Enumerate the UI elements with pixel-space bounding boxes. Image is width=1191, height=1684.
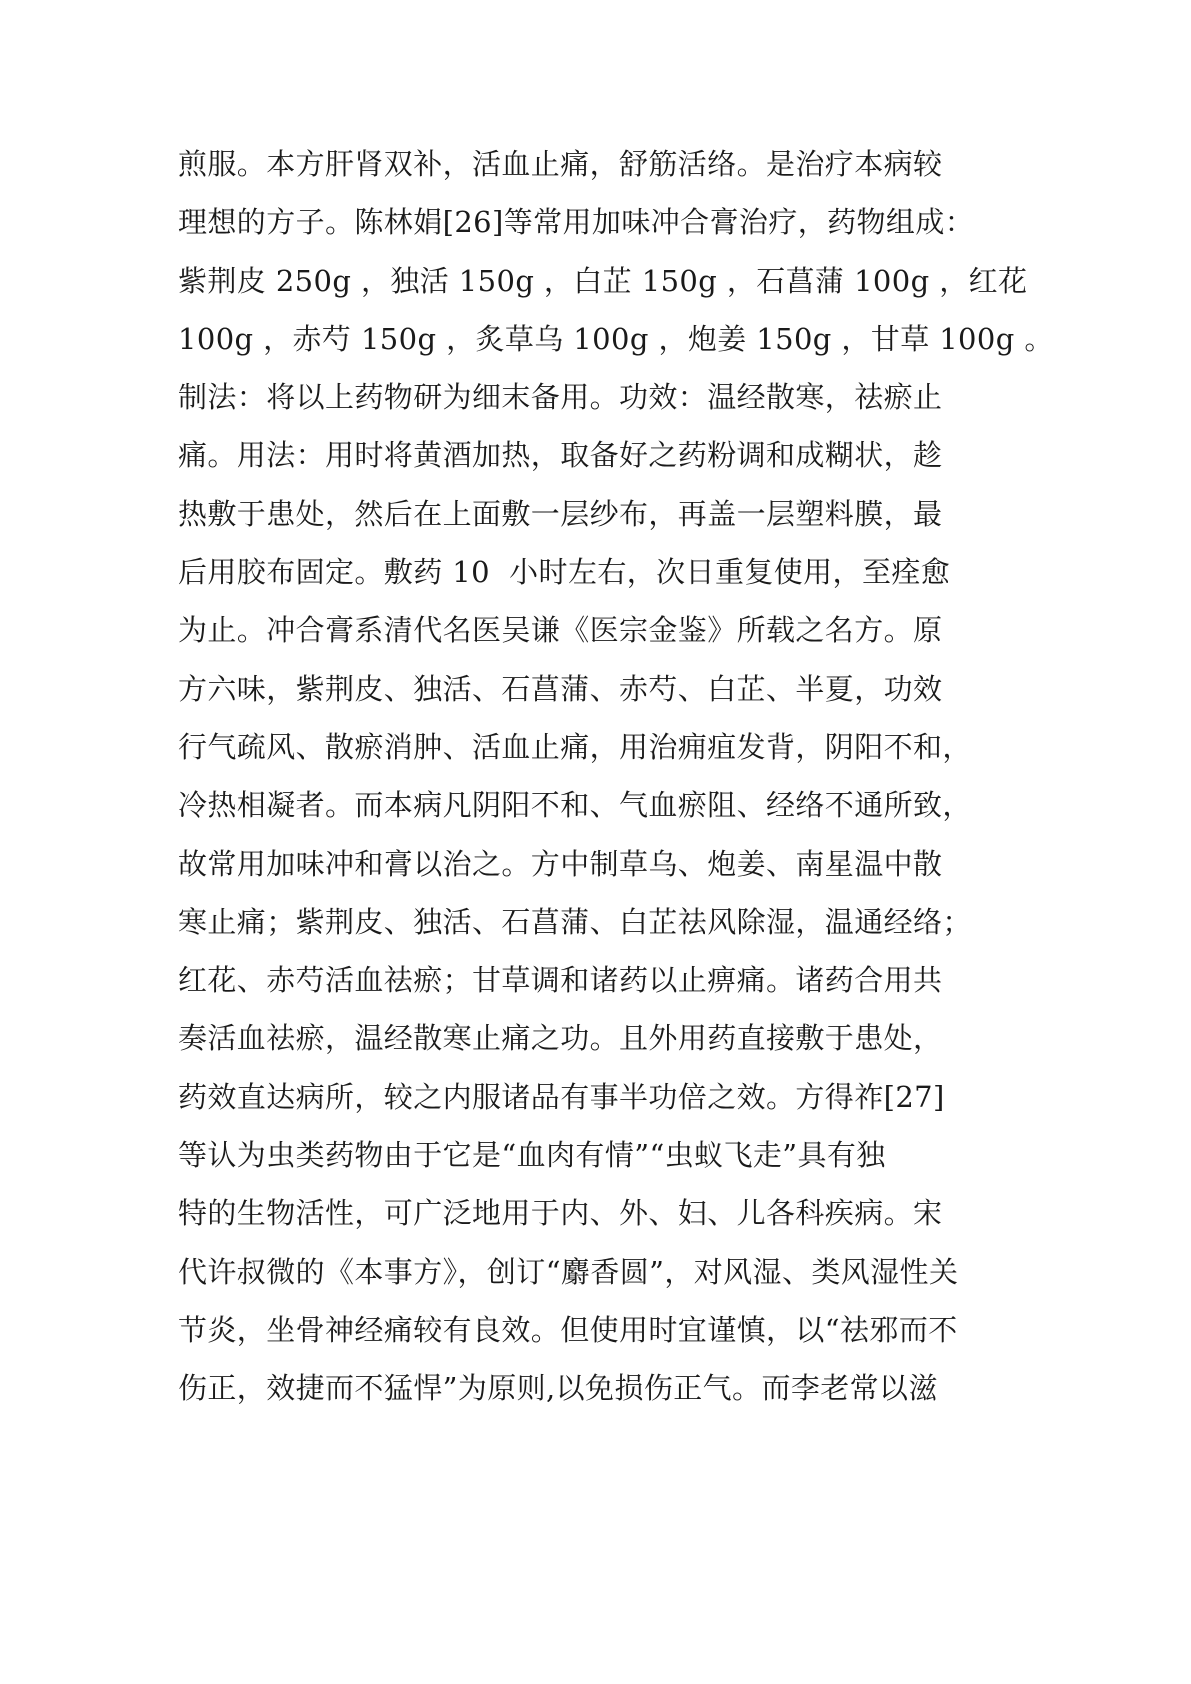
text-line: 特的生物活性，可广泛地用于内、外、妇、儿各科疾病。宋 [178,1196,943,1231]
text-line: 药效直达病所，较之内服诸品有事半功倍之效。方得祚[27] [178,1079,945,1114]
text-line: 制法：将以上药物研为细末备用。功效：温经散寒，祛瘀止 [178,380,943,415]
text-line: 后用胶布固定。敷药 10 小时左右，次日重复使用，至痊愈 [178,555,951,590]
body-text [178,135,1078,1418]
text-line: 100g ，赤芍 150g ，炙草乌 100g ，炮姜 150g ，甘草 100g 。 [178,321,1054,356]
text-line: 理想的方子。陈林娟[26]等常用加味冲合膏治疗，药物组成： [178,205,975,240]
text-line: 痛。用法：用时将黄酒加热，取备好之药粉调和成糊状，趁 [178,438,943,473]
text-line: 热敷于患处，然后在上面敷一层纱布，再盖一层塑料膜，最 [178,496,943,531]
text-line: 冷热相凝者。而本病凡阴阳不和、气血瘀阻、经络不通所致， [178,788,972,823]
text-line: 煎服。本方肝肾双补，活血止痛，舒筋活络。是治疗本病较 [178,147,943,181]
text-line: 等认为虫类药物由于它是“血肉有情”“虫蚁飞走”具有独 [178,1138,886,1173]
text-line: 故常用加味冲和膏以治之。方中制草乌、炮姜、南星温中散 [178,846,943,881]
text-line: 代许叔微的《本事方》，创订“麝香圆”，对风湿、类风湿性关 [178,1254,959,1289]
text-line: 寒止痛；紫荆皮、独活、石菖蒲、白芷祛风除湿，温通经络； [178,904,972,939]
text-line: 为止。冲合膏系清代名医吴谦《医宗金鉴》所载之名方。原 [178,613,943,648]
text-line: 红花、赤芍活血祛瘀；甘草调和诸药以止痹痛。诸药合用共 [178,963,943,998]
text-line: 紫荆皮 250g ，独活 150g ，白芷 150g ，石菖蒲 100g ，红花 [178,263,1028,298]
text-line: 伤正，效捷而不猛悍”为原则,以免损伤正气。而李老常以滋 [178,1371,938,1406]
text-line: 方六味，紫荆皮、独活、石菖蒲、赤芍、白芷、半夏，功效 [178,671,943,706]
text-line: 行气疏风、散瘀消肿、活血止痛，用治痈疽发背，阴阳不和， [178,729,972,764]
text-line: 节炎，坐骨神经痛较有良效。但使用时宜谨慎，以“祛邪而不 [178,1312,958,1347]
text-line: 奏活血祛瘀，温经散寒止痛之功。且外用药直接敷于患处， [178,1021,943,1056]
